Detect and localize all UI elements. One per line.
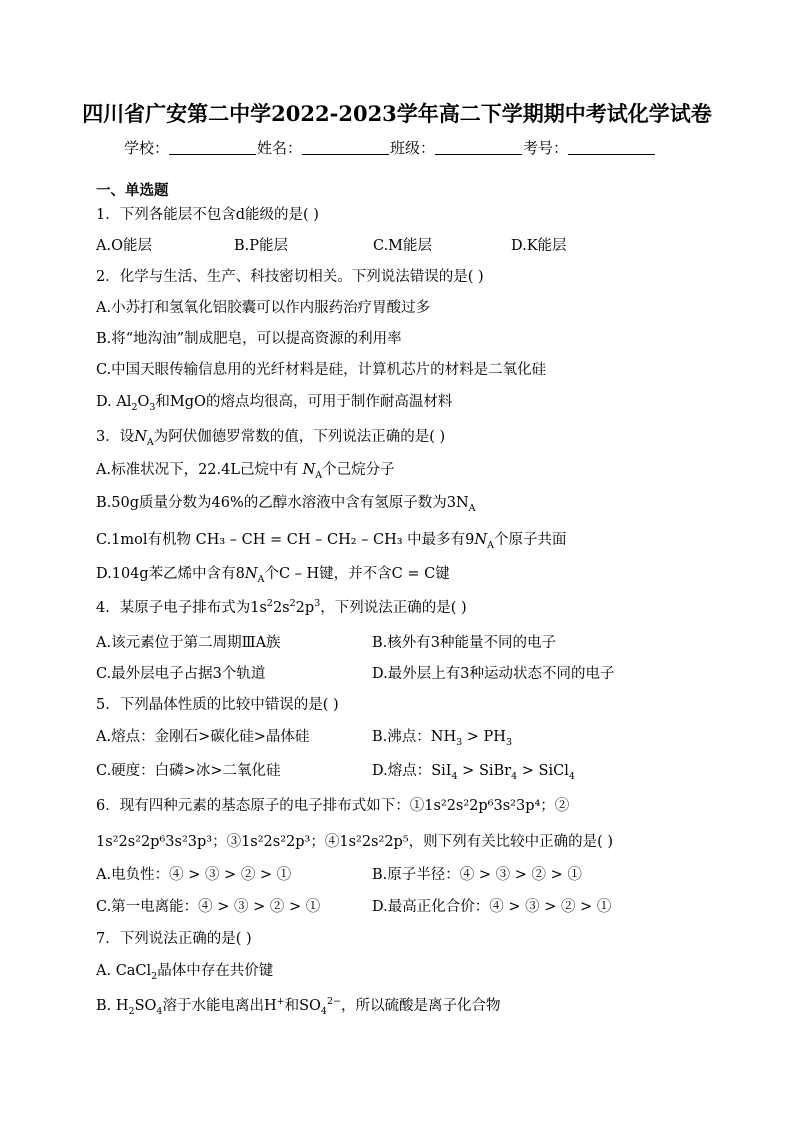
name-label: 姓名： <box>257 139 303 157</box>
q6-option-d: D.最高正化合价：④ > ③ > ② > ① <box>372 899 612 915</box>
q6-stem-line1: 6．现有四种元素的基态原子的电子排布式如下：①1s²2s²2p⁶3s²3p⁴；② <box>96 798 570 814</box>
q2-option-c: C.中国天眼传输信息用的光纤材料是硅，计算机芯片的材料是二氧化硅 <box>96 362 547 378</box>
q5-option-d: D.熔点：SiI$_4$ > SiBr$_4$ > SiCl$_4$ <box>372 763 575 782</box>
section-heading: 一、单选题 <box>96 182 169 199</box>
q4-option-d: D.最外层上有3种运动状态不同的电子 <box>372 666 615 682</box>
q6-stem-line2: 1s²2s²2p⁶3s²3p³；③1s²2s²2p³；④1s²2s²2p⁵，则下列有关比较中正确的是( ) <box>96 834 614 850</box>
class-blank[interactable] <box>435 140 522 155</box>
q3-option-a: A.标准状况下，22.4L己烷中有 $N_A$个己烷分子 <box>96 462 395 481</box>
q6-option-c: C.第一电离能：④ > ③ > ② > ① <box>96 899 321 915</box>
q1-option-d: D.K能层 <box>511 238 567 254</box>
q3-option-d: D.104g苯乙烯中含有$8N_A$个C – H键，并不含C = C键 <box>96 566 450 585</box>
q7-stem: 7．下列说法正确的是( ) <box>96 931 252 947</box>
number-label: 考号： <box>523 139 569 157</box>
q1-option-a: A.O能层 <box>96 238 152 254</box>
q7-option-a: A. CaCl$_2$晶体中存在共价键 <box>96 963 274 982</box>
number-blank[interactable] <box>568 140 655 155</box>
q1-stem: 1．下列各能层不包含d能级的是( ) <box>96 207 319 223</box>
q5-option-c: C.硬度：白磷>冰>二氧化硅 <box>96 763 281 779</box>
q6-option-b: B.原子半径：④ > ③ > ② > ① <box>372 867 582 883</box>
q5-stem: 5．下列晶体性质的比较中错误的是( ) <box>96 697 339 713</box>
q3-stem: 3．设$N_A$为阿伏伽德罗常数的值，下列说法正确的是( ) <box>96 429 446 448</box>
q5-option-a: A.熔点：金刚石>碳化硅>晶体硅 <box>96 729 310 745</box>
class-label: 班级： <box>390 139 436 157</box>
q2-option-d: D. $Al_2O_3$和MgO的熔点均很高，可用于制作耐高温材料 <box>96 394 453 413</box>
q4-option-c: C.最外层电子占据3个轨道 <box>96 666 266 682</box>
q1-option-c: C.M能层 <box>373 238 433 254</box>
page-title: 四川省广安第二中学2022-2023学年高二下学期期中考试化学试卷 <box>82 101 712 126</box>
q4-option-b: B.核外有3种能量不同的电子 <box>372 635 556 651</box>
q4-option-a: A.该元素位于第二周期ⅢA族 <box>96 635 281 651</box>
q3-option-b: B.50g质量分数为46%的乙醇水溶液中含有氢原子数为$3N_A$ <box>96 495 476 514</box>
q2-option-b: B.将“地沟油”制成肥皂，可以提高资源的利用率 <box>96 331 402 347</box>
name-blank[interactable] <box>302 140 389 155</box>
school-blank[interactable] <box>169 140 256 155</box>
q7-option-b: B. $H_2SO_4$溶于水能电离出H+和$SO_4^{2-}$，所以硫酸是离子化合物 <box>96 996 501 1017</box>
q2-stem: 2．化学与生活、生产、科技密切相关。下列说法错误的是( ) <box>96 269 484 285</box>
q1-option-b: B.P能层 <box>234 238 289 254</box>
q5-option-b: B.沸点：$NH_3 > PH_3$ <box>372 729 512 748</box>
school-label: 学校： <box>124 139 170 157</box>
q2-option-a: A.小苏打和氢氧化铝胶囊可以作内服药治疗胃酸过多 <box>96 300 431 316</box>
q4-stem: 4．某原子电子排布式为$1s^22s^22p^3$，下列说法正确的是( ) <box>96 598 467 616</box>
student-info-line <box>124 137 656 158</box>
q3-option-c: C.1mol有机物 CH₃ – CH = CH – CH₂ – CH₃ 中最多有$9N_A$个原子共面 <box>96 532 567 551</box>
q6-option-a: A.电负性：④ > ③ > ② > ① <box>96 867 292 883</box>
